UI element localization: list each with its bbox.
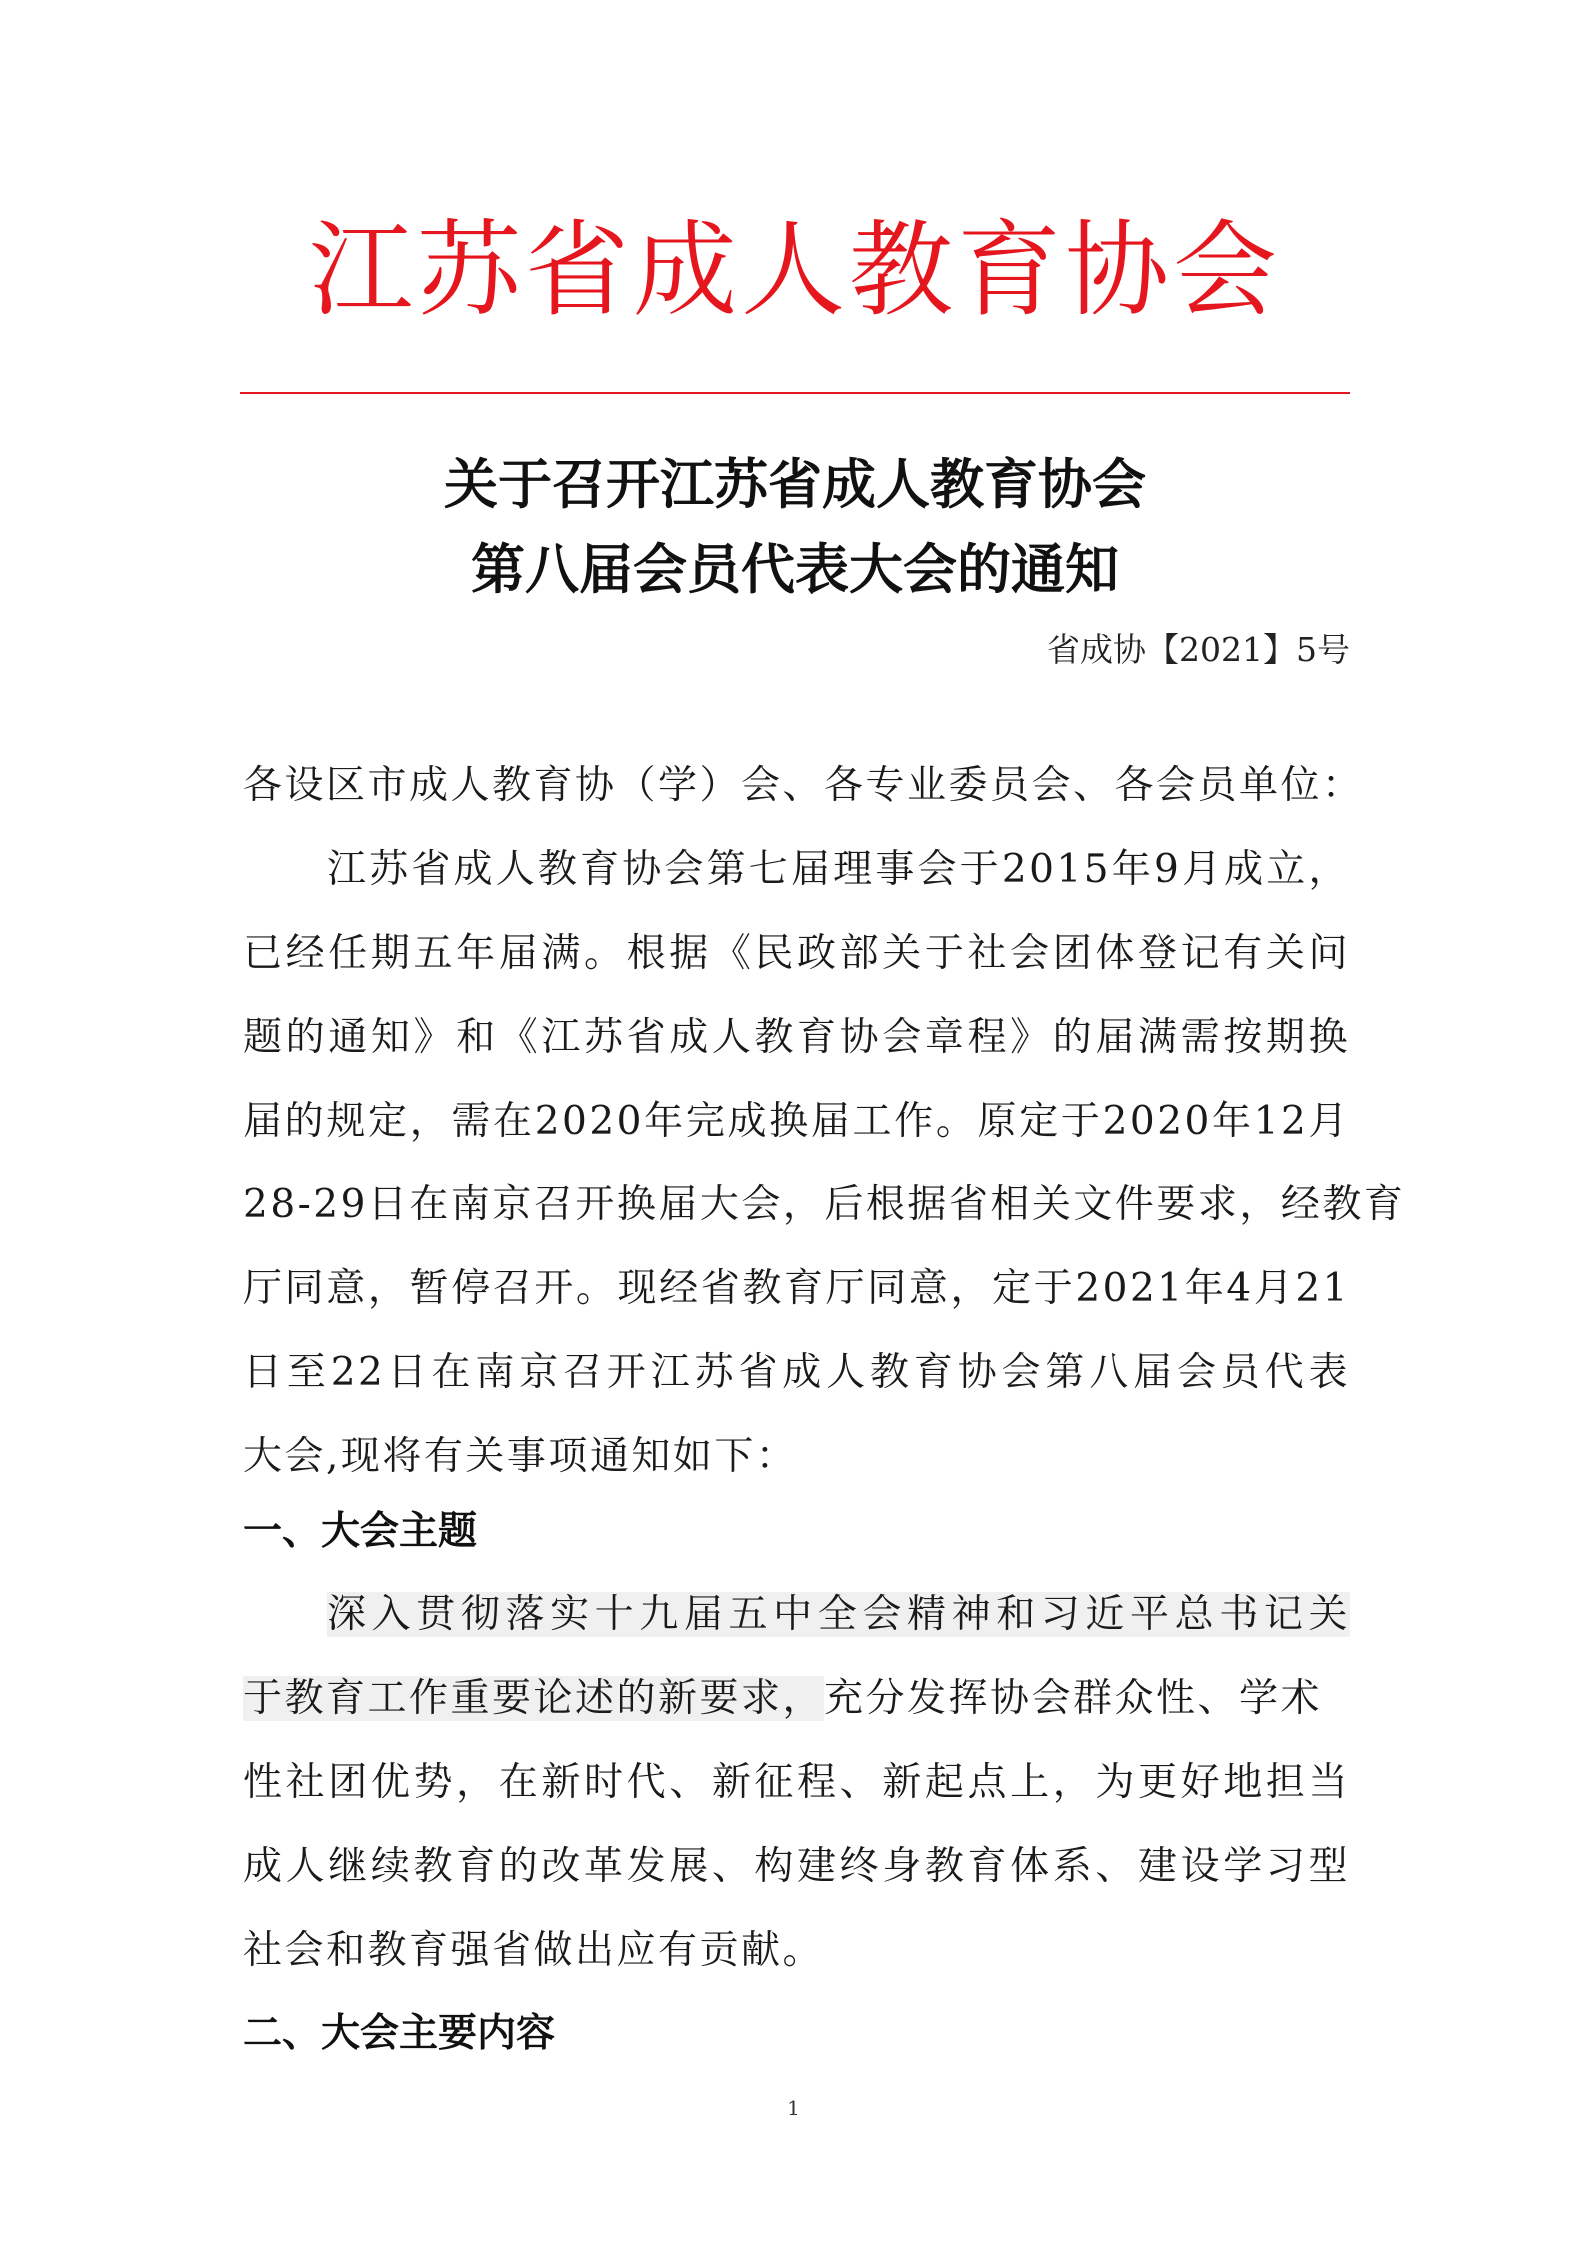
paragraph-line: 届的规定，需在2020年完成换届工作。原定于2020年12月 bbox=[243, 1099, 1350, 1144]
document-title-line-1: 关于召开江苏省成人教育协会 bbox=[444, 453, 1146, 516]
document-number: 省成协【2021】5号 bbox=[1047, 630, 1350, 669]
organization-letterhead: 江苏省成人教育协会 bbox=[308, 209, 1281, 331]
paragraph-line: 大会,现将有关事项通知如下： bbox=[243, 1434, 798, 1479]
section-heading-theme: 一、大会主题 bbox=[243, 1509, 478, 1554]
document-title-line-2: 第八届会员代表大会的通知 bbox=[471, 538, 1119, 601]
paragraph-line: 题的通知》和《江苏省成人教育协会章程》的届满需按期换 bbox=[243, 1015, 1350, 1060]
highlighted-text: 于教育工作重要论述的新要求， bbox=[243, 1676, 825, 1721]
paragraph-line bbox=[327, 1588, 1350, 1642]
letterhead-divider bbox=[240, 392, 1350, 394]
paragraph-line: 江苏省成人教育协会第七届理事会于2015年9月成立， bbox=[327, 847, 1350, 892]
paragraph-line: 已经任期五年届满。根据《民政部关于社会团体登记有关问 bbox=[243, 931, 1350, 976]
section-heading-content: 二、大会主要内容 bbox=[243, 2011, 556, 2056]
paragraph-line: 性社团优势，在新时代、新征程、新起点上，为更好地担当 bbox=[243, 1760, 1350, 1805]
paragraph-text: 充分发挥协会群众性、学术 bbox=[824, 1676, 1323, 1721]
paragraph-line: 成人继续教育的改革发展、构建终身教育体系、建设学习型 bbox=[243, 1844, 1350, 1889]
paragraph-line bbox=[243, 1672, 1350, 1726]
salutation: 各设区市成人教育协（学）会、各专业委员会、各会员单位： bbox=[243, 763, 1364, 808]
highlighted-text: 深入贯彻落实十九届五中全会精神和习近平总书记关 bbox=[327, 1592, 1350, 1637]
paragraph-line: 日至22日在南京召开江苏省成人教育协会第八届会员代表 bbox=[243, 1350, 1350, 1395]
paragraph-line: 28-29日在南京召开换届大会，后根据省相关文件要求，经教育 bbox=[243, 1182, 1406, 1227]
paragraph-line: 厅同意，暂停召开。现经省教育厅同意，定于2021年4月21 bbox=[243, 1266, 1350, 1311]
paragraph-line: 社会和教育强省做出应有贡献。 bbox=[243, 1928, 825, 1973]
page-number: 1 bbox=[787, 2096, 800, 2120]
